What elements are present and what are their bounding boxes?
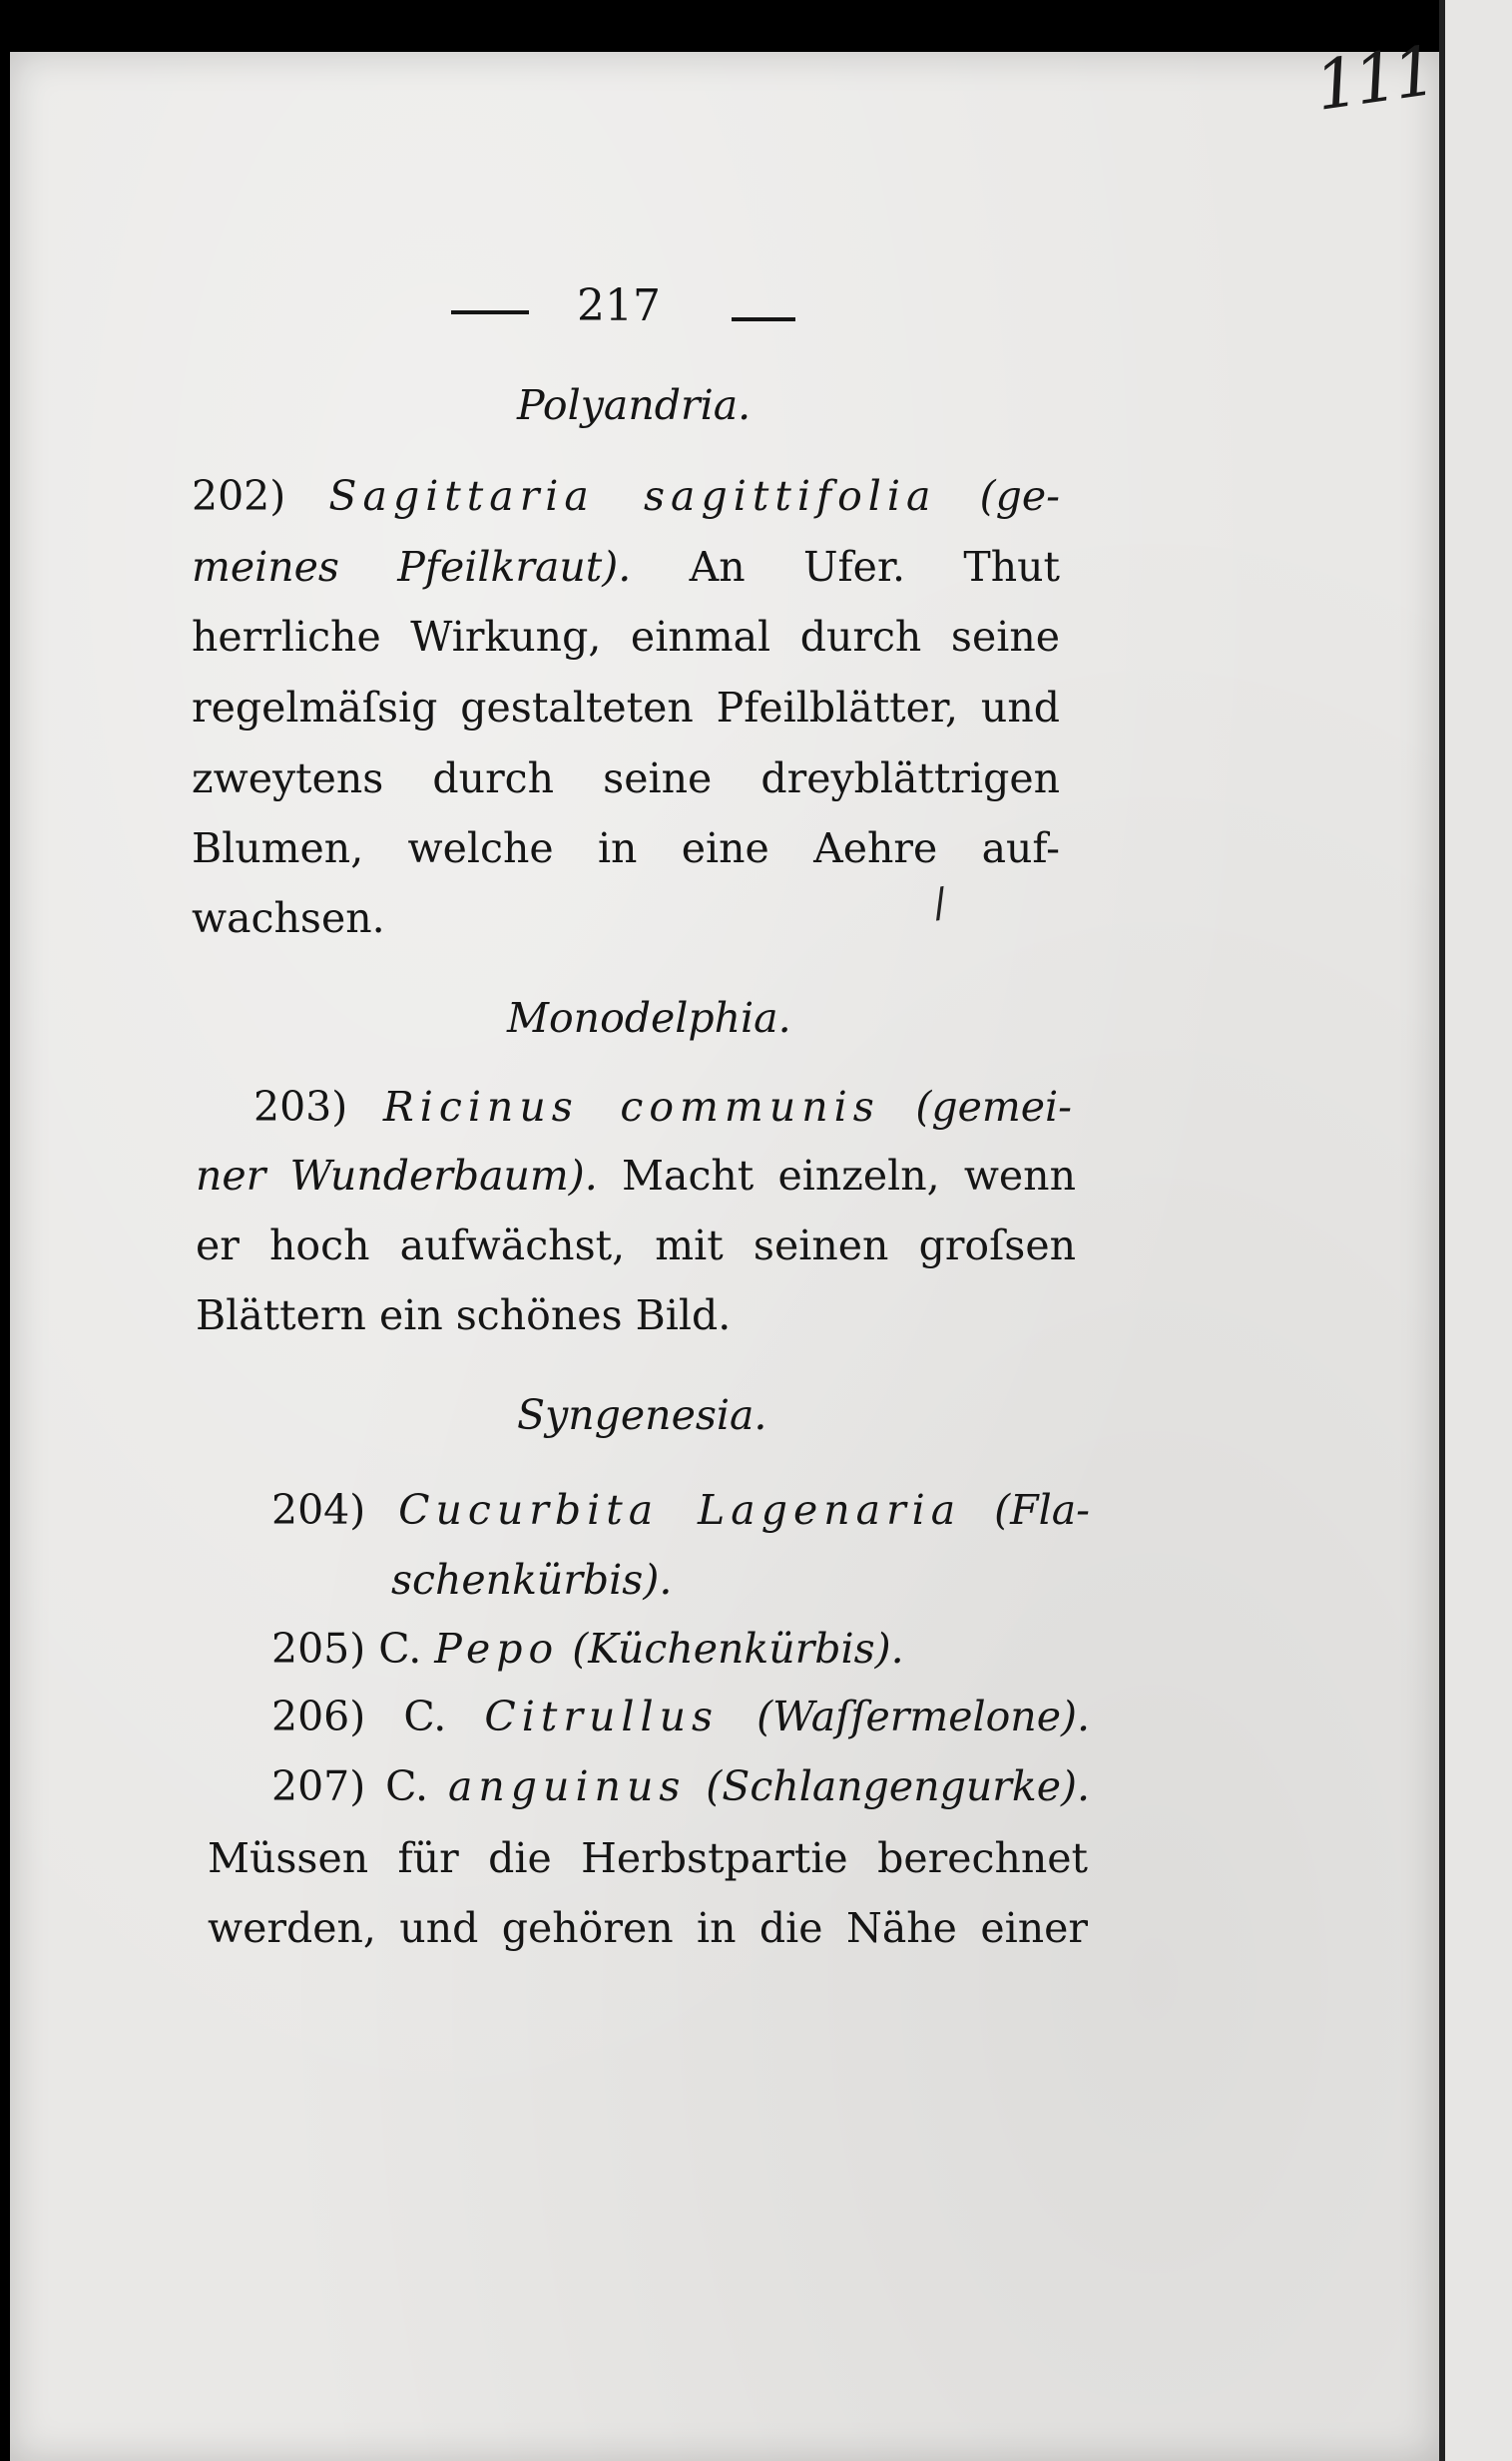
italic-text: schenkürbis).: [391, 1556, 673, 1604]
text-line: [192, 824, 1060, 872]
section-heading: Polyandria.: [517, 381, 752, 429]
species-name: Sagittaria sagittifolia: [328, 472, 937, 520]
italic-text: (ge-: [936, 472, 1060, 520]
text-run: werden, und gehören in die Nähe einer: [208, 1904, 1088, 1952]
text-run: C.: [378, 1625, 435, 1673]
text-run: C.: [403, 1693, 485, 1740]
italic-text: (Fla-: [961, 1486, 1090, 1534]
entry-number: 206): [271, 1693, 404, 1740]
text-line: [208, 1904, 1088, 1952]
text-run: wachsen.: [192, 894, 385, 942]
text-line: [253, 1083, 1072, 1131]
section-heading: Monodelphia.: [507, 994, 791, 1042]
species-name: Pepo: [434, 1625, 560, 1673]
text-line: [271, 1625, 904, 1673]
species-name: Citrullus: [484, 1693, 720, 1740]
header-dash-right: [732, 317, 795, 321]
italic-text: meines Pfeilkraut).: [192, 543, 632, 591]
text-run: herrliche Wirkung, einmal durch seine: [192, 613, 1060, 661]
text-line: [196, 1152, 1076, 1200]
italic-text: (Schlangengurke).: [686, 1762, 1090, 1810]
species-name: anguinus: [447, 1762, 687, 1810]
text-line: [192, 543, 1061, 591]
text-line: [391, 1556, 673, 1604]
text-line: [196, 1291, 732, 1339]
text-line: [208, 1834, 1088, 1882]
entry-number: 203): [253, 1083, 383, 1131]
text-line: [271, 1762, 1090, 1810]
italic-text: (Waſſermelone).: [719, 1693, 1090, 1740]
species-name: Cucurbita Lagenaria: [398, 1486, 962, 1534]
section-heading: Syngenesia.: [517, 1391, 767, 1439]
text-line: [271, 1486, 1090, 1534]
text-run: Müssen für die Herbstpartie berechnet: [208, 1834, 1088, 1882]
species-name: Ricinus communis: [382, 1083, 880, 1131]
text-run: zweytens durch seine dreyblättrigen: [192, 754, 1060, 802]
text-line: [192, 894, 385, 942]
check-mark: /: [929, 879, 951, 927]
text-line: [192, 472, 1060, 520]
text-line: [271, 1693, 1090, 1740]
handwritten-folio: 111: [1310, 32, 1438, 127]
text-run: An Ufer. Thut: [631, 543, 1061, 591]
italic-text: (gemei-: [879, 1083, 1072, 1131]
italic-text: ner Wunderbaum).: [196, 1152, 598, 1200]
text-run: Macht einzeln, wenn: [597, 1152, 1076, 1200]
text-line: [196, 1222, 1076, 1269]
entry-number: 207): [271, 1762, 386, 1810]
text-line: [192, 613, 1060, 661]
text-run: Blättern ein schönes Bild.: [196, 1291, 732, 1339]
page-number: 217: [577, 280, 661, 331]
entry-number: 204): [271, 1486, 399, 1534]
text-run: C.: [385, 1762, 448, 1810]
text-run: regelmäſsig gestalteten Pfeilblätter, und: [192, 684, 1060, 732]
text-run: er hoch aufwächst, mit seinen groſsen: [196, 1222, 1076, 1269]
entry-number: 205): [271, 1625, 379, 1673]
header-dash-left: [451, 310, 529, 314]
text-line: [192, 684, 1060, 732]
entry-number: 202): [192, 472, 329, 520]
text-run: Blumen, welche in eine Aehre auf-: [192, 824, 1060, 872]
italic-text: (Küchenkürbis).: [559, 1625, 904, 1673]
text-line: [192, 754, 1060, 802]
next-page-edge: [1439, 0, 1512, 2461]
